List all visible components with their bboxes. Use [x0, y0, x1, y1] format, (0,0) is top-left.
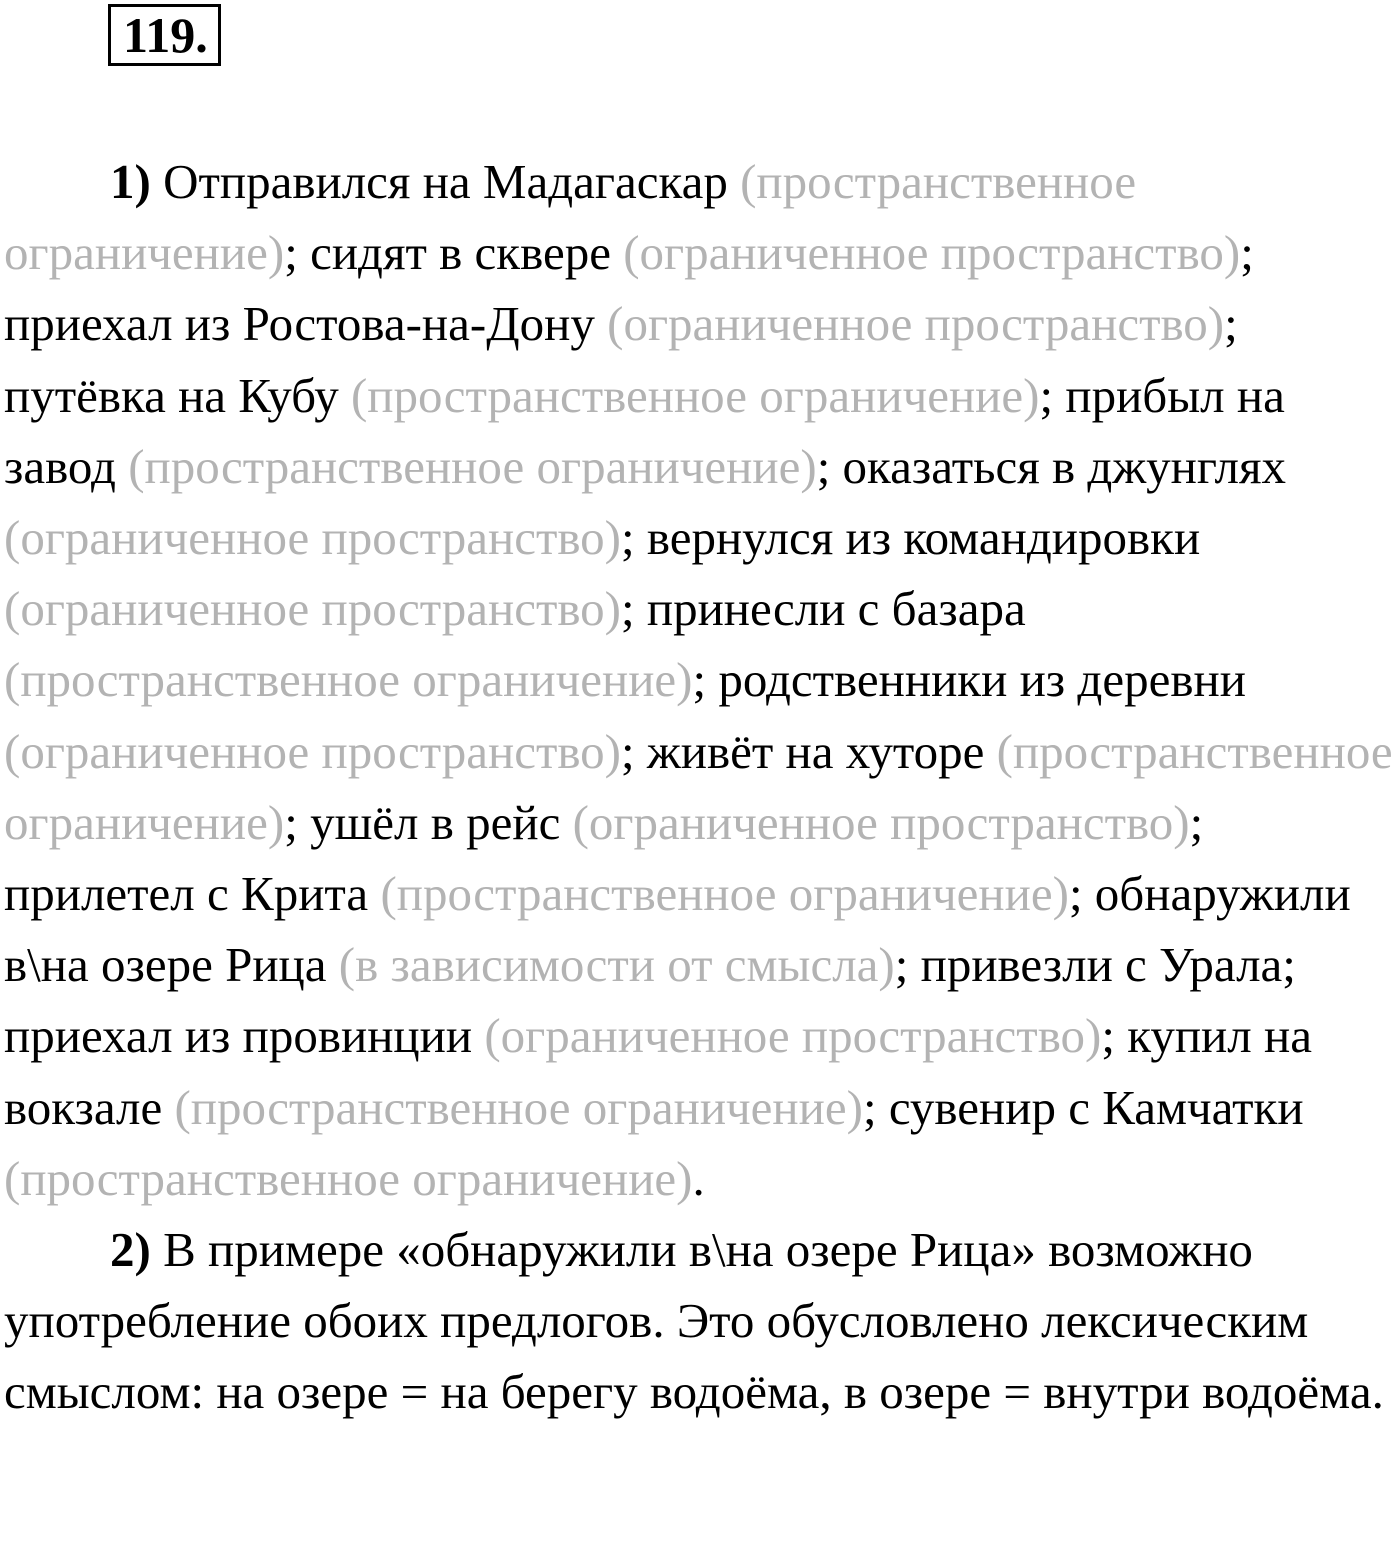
- note-5: (пространственное ограничение): [128, 438, 817, 494]
- note-15: (пространственное ограничение): [174, 1079, 863, 1135]
- note-7: (ограниченное пространство): [4, 581, 621, 637]
- final-period: .: [692, 1150, 705, 1206]
- phrase-1: Отправился на Мадагаскар: [150, 154, 741, 209]
- note-4: (пространственное ограничение): [350, 367, 1040, 423]
- phrase-12: ; прилетел с Крита: [4, 794, 1204, 922]
- phrase-10: ; живёт на хуторе: [621, 723, 997, 779]
- answer-content: [4, 146, 1396, 1428]
- answer-part-2: [4, 1214, 1396, 1428]
- phrase-15: ; купил на вокзале: [4, 1008, 1312, 1135]
- note-9: (ограниченное пространство): [4, 723, 621, 779]
- part-1-marker: 1): [110, 154, 151, 209]
- phrase-3: ; приехал из Ростова-на-Дону: [4, 225, 1254, 352]
- note-2: (ограниченное пространство): [623, 225, 1241, 281]
- note-6: (ограниченное пространство): [4, 510, 621, 566]
- phrase-9: ; родственники из деревни: [692, 652, 1246, 708]
- phrase-11: ; ушёл в рейс: [284, 794, 573, 850]
- phrase-8: ; принесли с базара: [621, 581, 1026, 637]
- phrase-6: ; оказаться в джунглях: [816, 438, 1286, 494]
- answer-part-1: [4, 146, 1396, 1214]
- phrase-14: ; привезли с Урала; приехал из провинции: [4, 937, 1296, 1064]
- note-16: (пространственное ограничение): [4, 1150, 693, 1206]
- phrase-4: ; путёвка на Кубу: [4, 296, 1238, 423]
- note-11: (ограниченное пространство): [572, 794, 1190, 850]
- phrase-13: ; обнаружили в\на озере Рица: [4, 866, 1351, 993]
- part-2-marker: 2): [110, 1222, 151, 1278]
- phrase-5: ; прибыл на завод: [4, 367, 1285, 494]
- note-13: (в зависимости от смысла): [338, 937, 895, 993]
- phrase-7: ; вернулся из командировки: [621, 510, 1201, 566]
- note-8: (пространственное ограничение): [4, 652, 693, 708]
- note-3: (ограниченное пространство): [607, 296, 1225, 352]
- phrase-16: ; сувенир с Камчатки: [862, 1079, 1304, 1135]
- note-1: (пространственное ограничение): [4, 154, 1137, 281]
- note-14: (ограниченное пространство): [484, 1008, 1102, 1064]
- phrase-2: ; сидят в сквере: [284, 225, 624, 281]
- part-2-text: В примере «обнаружили в\на озере Рица» возможно употребление обоих предлогов. Это обусловлено лексическим смыслом: на озере = на берегу водоёма, в озере = внутри водоёма.: [4, 1222, 1384, 1420]
- note-10: (пространственное ограничение): [4, 723, 1393, 850]
- note-12: (пространственное ограничение): [380, 866, 1069, 922]
- task-number-box: 119.: [108, 4, 221, 66]
